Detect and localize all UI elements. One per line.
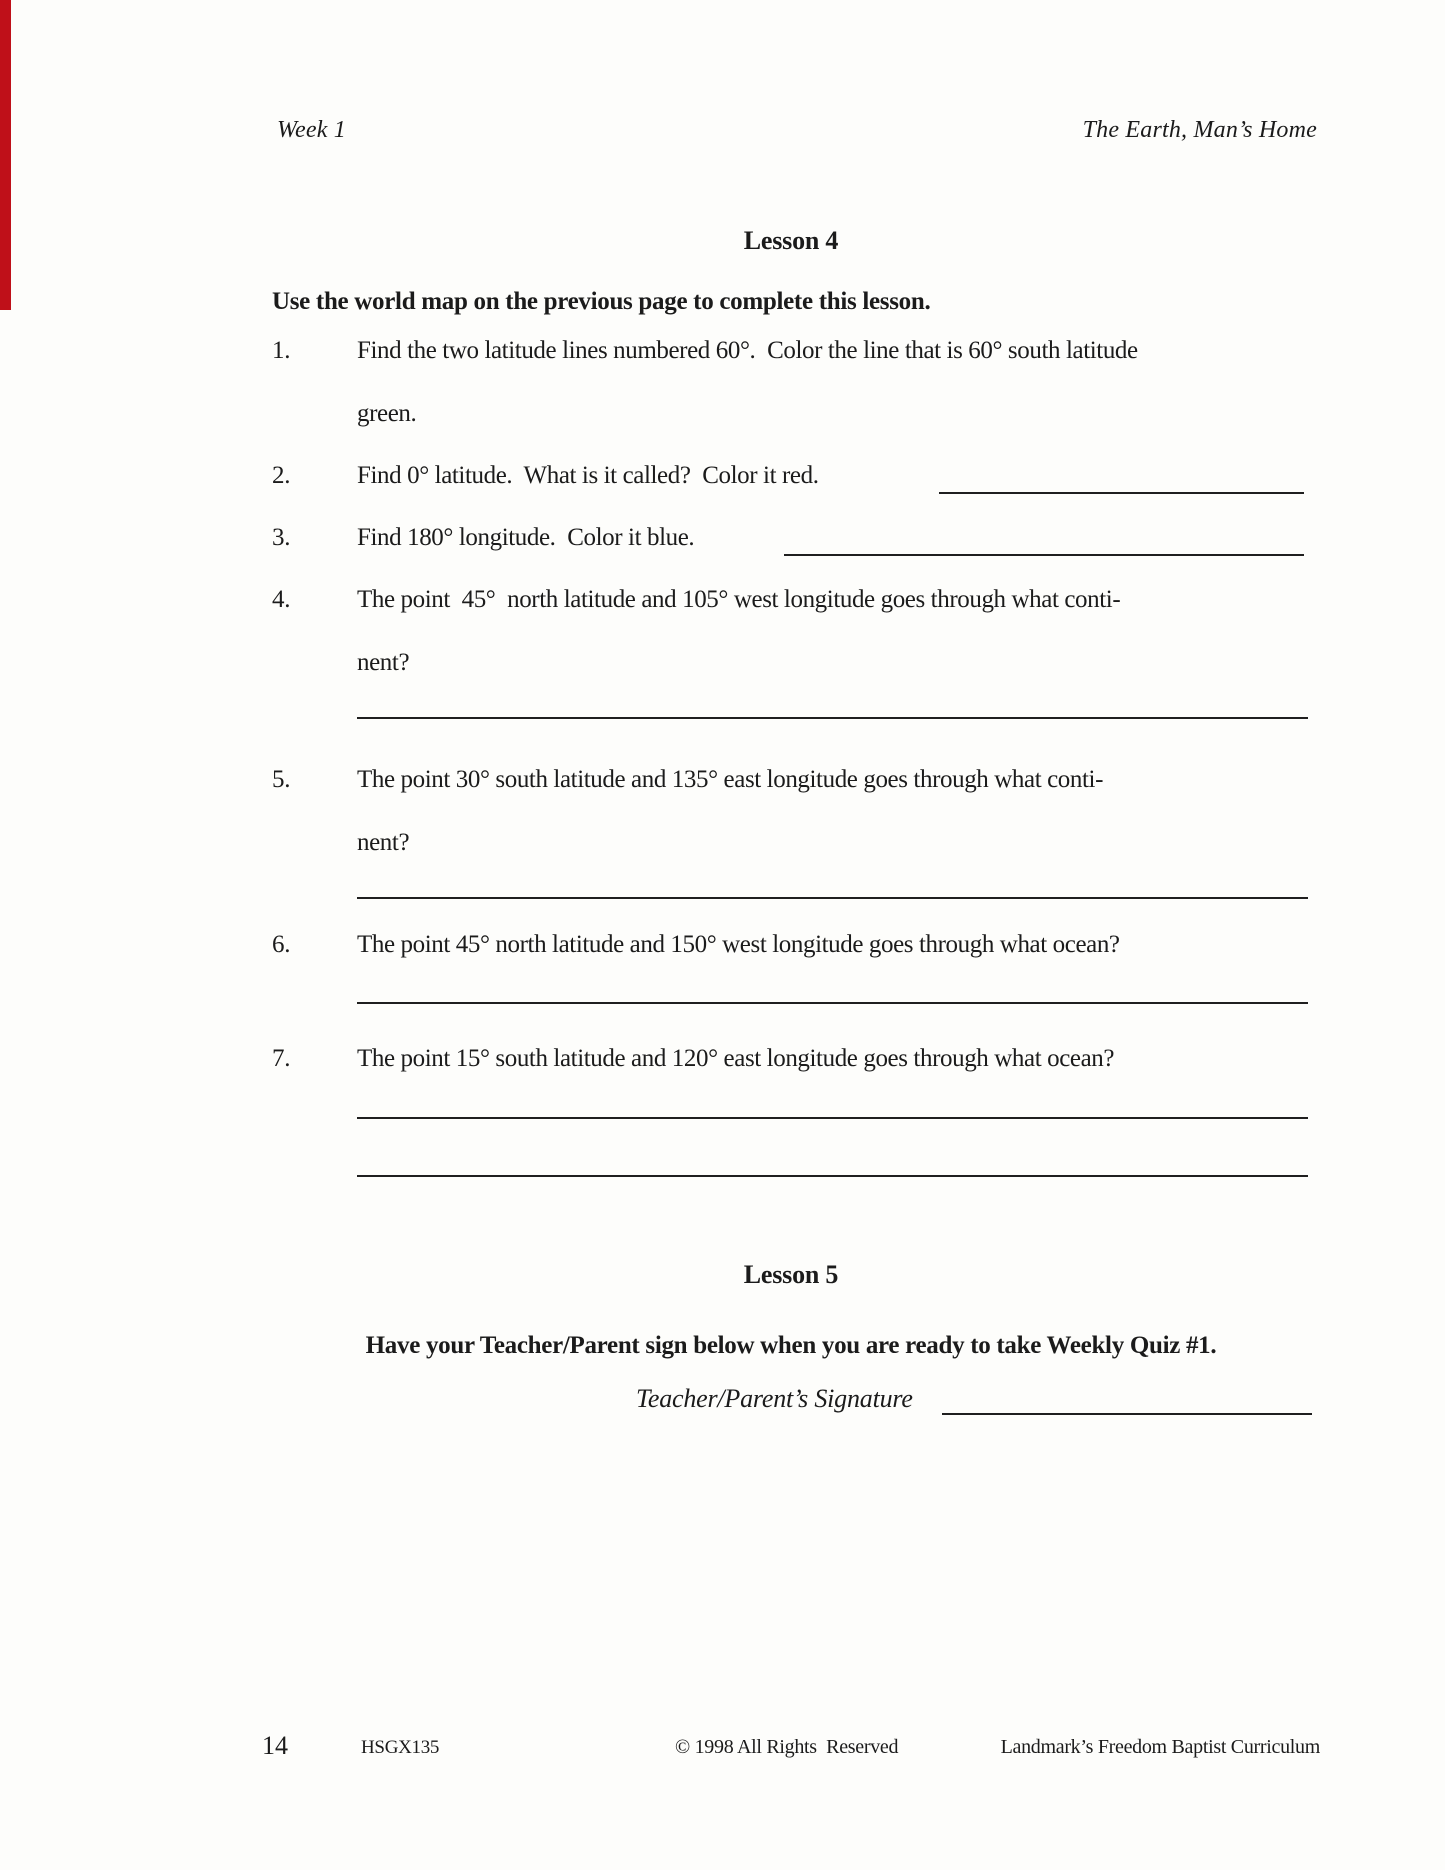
question-number: 2. (272, 462, 291, 489)
question-text: Find 180° longitude. Color it blue. (357, 524, 695, 551)
question-number: 3. (272, 524, 291, 551)
page-number: 14 (262, 1731, 288, 1760)
answer-blank-line (357, 897, 1308, 899)
scan-edge-artifact (0, 0, 11, 310)
question-text: nent? (357, 649, 410, 676)
question-number: 7. (272, 1045, 291, 1072)
lesson4-instruction: Use the world map on the previous page to complete this lesson. (272, 288, 931, 315)
question-text: The point 45° north latitude and 150° west longitude goes through what ocean? (357, 931, 1120, 958)
question-number: 4. (272, 586, 291, 613)
lesson5-title: Lesson 5 (743, 1260, 839, 1289)
question-number: 1. (272, 337, 291, 364)
signature-blank-line (942, 1413, 1312, 1415)
copyright-notice: © 1998 All Rights Reserved (675, 1736, 899, 1758)
answer-blank-line (357, 717, 1308, 719)
question-number: 5. (272, 766, 291, 793)
header-week-label: Week 1 (277, 117, 346, 143)
answer-blank-line (357, 1002, 1308, 1004)
question-text: Find the two latitude lines numbered 60°. Color the line that is 60° south latitude (357, 337, 1138, 364)
question-text: The point 30° south latitude and 135° east longitude goes through what conti- (357, 766, 1104, 793)
answer-blank-line (357, 1175, 1308, 1177)
header-unit-title: The Earth, Man’s Home (1082, 117, 1317, 143)
question-text: green. (357, 400, 417, 427)
lesson4-title: Lesson 4 (743, 226, 839, 255)
question-text: The point 15° south latitude and 120° east longitude goes through what ocean? (357, 1045, 1115, 1072)
question-number: 6. (272, 931, 291, 958)
question-text: Find 0° latitude. What is it called? Color it red. (357, 462, 819, 489)
question-text: nent? (357, 829, 410, 856)
catalog-code: HSGX135 (361, 1737, 440, 1758)
answer-blank-line (784, 554, 1304, 556)
publisher-name: Landmark’s Freedom Baptist Curriculum (1000, 1736, 1320, 1758)
answer-blank-line (939, 492, 1304, 494)
answer-blank-line (357, 1117, 1308, 1119)
lesson5-instruction: Have your Teacher/Parent sign below when you are ready to take Weekly Quiz #1. (365, 1332, 1217, 1359)
question-text: The point 45° north latitude and 105° west longitude goes through what conti- (357, 586, 1121, 613)
signature-label: Teacher/Parent’s Signature (636, 1384, 913, 1413)
